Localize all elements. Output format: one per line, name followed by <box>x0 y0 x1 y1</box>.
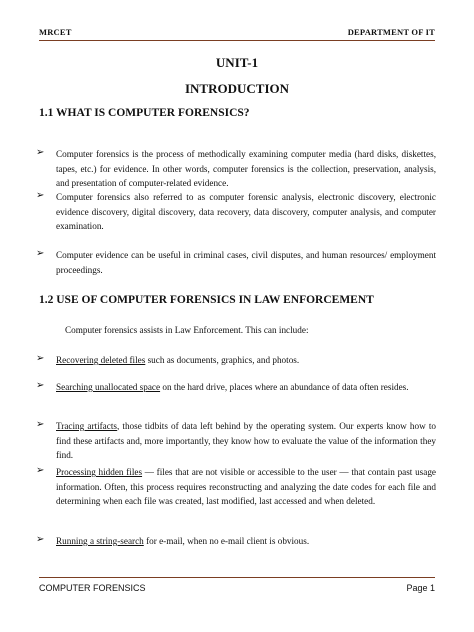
list-item-term: Tracing artifacts <box>56 421 117 431</box>
bullet-arrow-icon: ➢ <box>36 419 45 430</box>
header-divider <box>39 40 435 41</box>
bullet-arrow-icon: ➢ <box>36 353 45 364</box>
section-heading-1-1: 1.1 WHAT IS COMPUTER FORENSICS? <box>39 107 250 119</box>
list-item <box>36 534 436 549</box>
header-department: DEPARTMENT OF IT <box>347 27 435 37</box>
bullet-arrow-icon: ➢ <box>36 248 45 259</box>
list-item-text: — files that are not visible or accessible to the user — that contain past usage information. Often, this process requires reconstructing and analyzing the date codes for each file and determining when each file was created, last modified, last accessed and when deleted. <box>56 467 436 506</box>
section-heading-1-2: 1.2 USE OF COMPUTER FORENSICS IN LAW ENFORCEMENT <box>39 294 374 306</box>
list-item-text: Computer forensics also referred to as computer forensic analysis, electronic discovery, electronic evidence discovery, digital discovery, data recovery, data discovery, computer analysis, and computer examination. <box>56 192 436 231</box>
list-item-term: Recovering deleted files <box>56 355 146 365</box>
list-item <box>36 419 436 463</box>
bullet-arrow-icon: ➢ <box>36 147 45 158</box>
page-footer <box>39 583 435 595</box>
unit-title: UNIT-1 <box>215 55 259 70</box>
footer-page-number: Page 1 <box>406 583 435 593</box>
bullet-arrow-icon: ➢ <box>36 190 45 201</box>
list-item <box>36 353 436 368</box>
list-item-term: Processing hidden files <box>56 467 143 477</box>
list-item-term: Searching unallocated space <box>56 382 161 392</box>
footer-course: COMPUTER FORENSICS <box>39 583 146 593</box>
list-item <box>36 190 436 234</box>
list-item-text: for e-mail, when no e-mail client is obvious. <box>143 536 310 546</box>
list-item-text: Computer evidence can be useful in criminal cases, civil disputes, and human resources/ employment proceedings. <box>56 250 436 275</box>
list-item <box>36 380 436 395</box>
list-item-text: on the hard drive, places where an abundance of data often resides. <box>160 382 409 392</box>
bullet-arrow-icon: ➢ <box>36 534 45 545</box>
list-item <box>36 465 436 509</box>
page-header <box>39 27 435 39</box>
list-item <box>36 248 436 277</box>
list-item <box>36 147 436 191</box>
bullet-arrow-icon: ➢ <box>36 465 45 476</box>
section-intro-text: Computer forensics assists in Law Enforcement. This can include: <box>65 325 309 335</box>
chapter-title: INTRODUCTION <box>184 81 289 96</box>
list-item-text: , those tidbits of data left behind by the operating system. Our experts know how to find these artifacts and, more importantly, they know how to evaluate the value of the information they find. <box>56 421 436 460</box>
list-item-text: Computer forensics is the process of methodically examining computer media (hard disks, diskettes, tapes, etc.) for evidence. In other words, computer forensics is the collection, preservation, analysis, and presentation of computer-related evidence. <box>56 149 436 188</box>
header-institution: MRCET <box>39 27 72 37</box>
bullet-arrow-icon: ➢ <box>36 380 45 391</box>
list-item-term: Running a string-search <box>56 536 144 546</box>
footer-divider <box>39 577 435 578</box>
list-item-text: such as documents, graphics, and photos. <box>145 355 300 365</box>
